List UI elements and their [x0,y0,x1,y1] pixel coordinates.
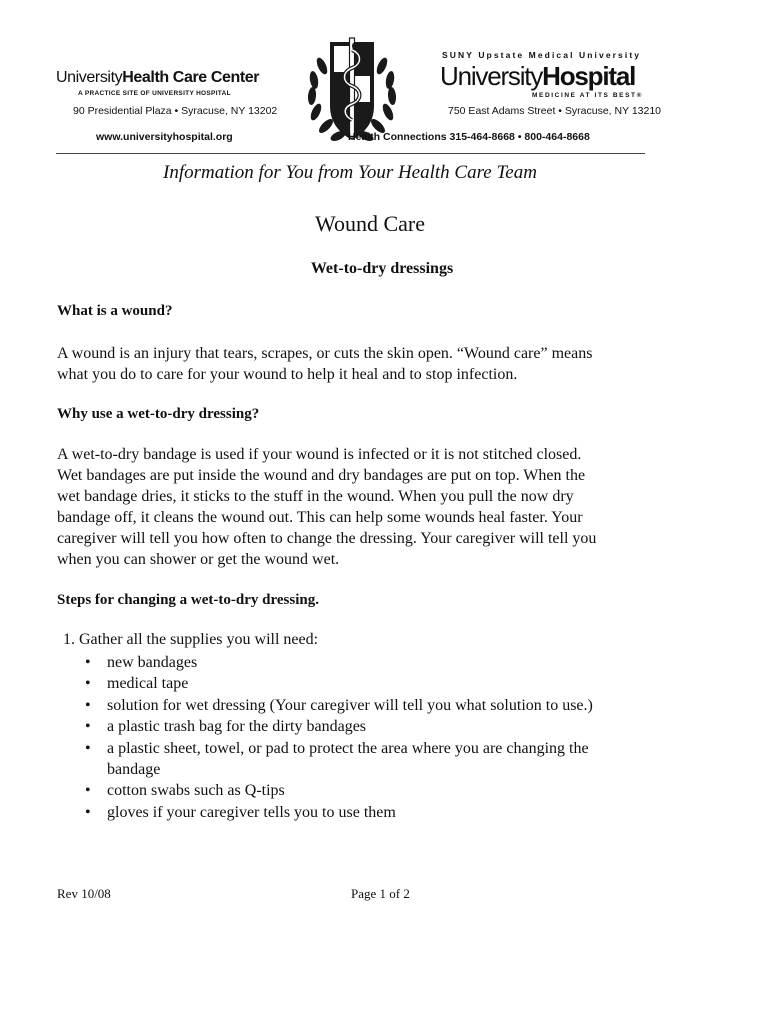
body-line: what you do to care for your wound to help it heal and to stop infection. [57,366,518,383]
section-body-why-wet-to-dry [57,444,737,570]
section-body-what-is-wound [57,343,737,385]
list-item-text: medical tape [107,675,189,693]
page-number: Page 1 of 2 [351,886,410,901]
uhcc-subtitle: A PRACTICE SITE OF UNIVERSITY HOSPITAL [78,90,231,97]
website-link[interactable]: www.universityhospital.org [96,131,233,143]
body-line: when you can shower or get the wound wet. [57,551,340,568]
uh-address: 750 East Adams Street • Syracuse, NY 13210 [448,105,662,117]
list-item [83,780,743,801]
uh-name-bold: Hospital [542,61,636,91]
revision-date: Rev 10/08 [57,886,111,901]
list-item-text: a plastic trash bag for the dirty bandages [107,718,367,736]
body-line: A wet-to-dry bandage is used if your wound is infected or it is not stitched closed. [57,446,582,463]
list-item [83,673,743,694]
body-line: Wet bandages are put inside the wound and dry bandages are put on top. When the [57,467,586,484]
uh-tagline: MEDICINE AT ITS BEST® [532,92,643,99]
body-line: caregiver will tell you how often to change the dressing. Your caregiver will tell you [57,530,597,547]
step-1-label: 1. Gather all the supplies you will need: [63,631,319,648]
list-item-text: solution for wet dressing (Your caregiver will tell you what solution to use.) [107,696,593,714]
section-heading-steps: Steps for changing a wet-to-dry dressing. [57,592,319,608]
uh-logo-name [440,61,635,91]
suny-institution: SUNY Upstate Medical University [442,50,642,60]
uhcc-logo-name [56,69,259,87]
list-item-text: cotton swabs such as Q-tips [107,782,285,800]
section-heading-what-is-wound: What is a wound? [57,303,173,319]
list-item-text: gloves if your caregiver tells you to use them [107,803,396,821]
list-item-text: new bandages [107,654,198,671]
supplies-list [83,652,743,823]
list-item [83,652,743,673]
header-divider [56,153,645,154]
list-item-text-continued: bandage [107,761,161,779]
body-line: A wound is an injury that tears, scrapes, or cuts the skin open. “Wound care” means [57,345,593,362]
list-item [83,695,743,716]
body-line: bandage off, it cleans the wound out. This can help some wounds heal faster. Your [57,509,583,526]
body-line: wet bandage dries, it sticks to the stuff in the wound. When you pull the now dry [57,488,574,505]
document-title: Wound Care [314,211,426,236]
list-item [83,738,743,781]
uh-name-light: University [440,61,543,91]
section-heading-why-wet-to-dry: Why use a wet-to-dry dressing? [57,406,260,422]
uhcc-address: 90 Presidential Plaza • Syracuse, NY 13202 [73,105,278,117]
document-subtitle: Wet-to-dry dressings [310,260,454,277]
header-banner: Information for You from Your Health Care Team [163,162,537,183]
phone-line: Health Connections 315-464-8668 • 800-464-8668 [348,131,590,143]
uhcc-name-light: University [56,69,123,86]
uhcc-name-bold: Health Care Center [122,69,260,86]
list-item [83,716,743,737]
list-item-text: • a plastic sheet, towel, or pad to protect the area where you are changing the [107,739,589,757]
list-item [83,802,743,823]
